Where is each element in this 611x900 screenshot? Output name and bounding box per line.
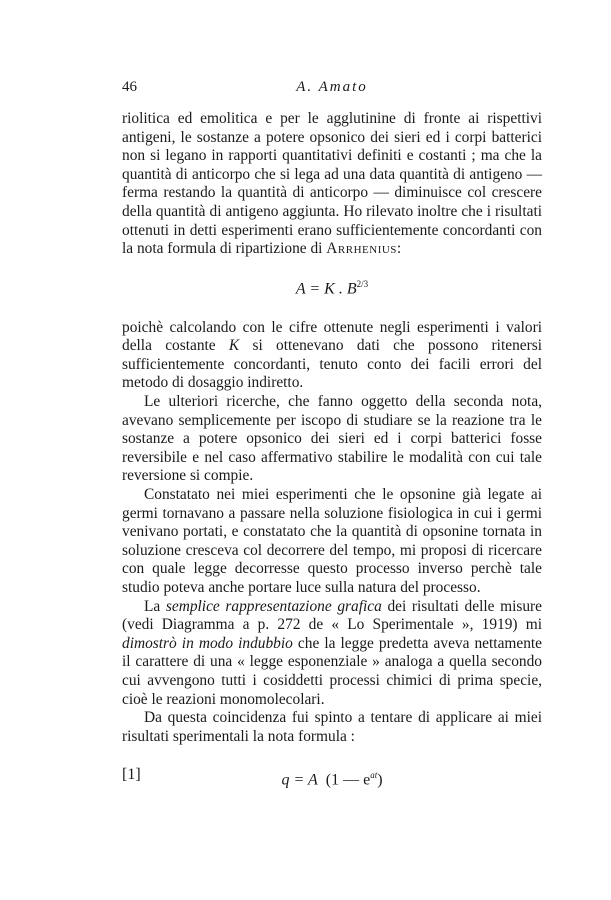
paragraph-2: [122, 319, 542, 393]
formula-label: [1]: [122, 766, 141, 784]
paragraph-6: Da questa coincidenza fui spinto a tentare di applicare ai miei risultati sperimentali la nota formula :: [122, 709, 542, 745]
para5-italic-1: semplice rappresentazione grafica: [165, 597, 382, 615]
formula2-rhs: (1 — e: [325, 771, 371, 789]
author-name-arrhenius: Arrhenius: [326, 240, 397, 258]
page-number: 46: [122, 79, 137, 95]
paragraph-4: Constatato nei miei esperimenti che le opsonine già legate ai germi tornavano a passare nella soluzione fisiologica in cui i germi venivano portati, e constatato che la quantità di opsonine tornata in soluzione cresceva col decorrere del tempo, mi proposi di ricercare con quale legge decorresse questo processo inverso perchè tale studio poteva anche portare luce sulla natura del processo.: [122, 486, 542, 596]
formula2-lhs: q = A: [281, 771, 318, 789]
para5-text-a: La: [144, 597, 166, 615]
running-header: [122, 79, 542, 97]
paragraph-1: [122, 110, 542, 259]
formula-exponential: [122, 766, 542, 790]
formula2-close: ): [377, 771, 383, 789]
para2-text-a: poichè calcolando con le cifre ottenute negli esperimenti i valori della costante: [122, 318, 542, 355]
running-author: A. Amato: [296, 79, 368, 95]
para5-italic-2: dimostrò in modo indubbio: [122, 634, 293, 652]
formula1-lhs: A = K . B: [295, 280, 357, 298]
para2-variable: K: [228, 337, 240, 355]
para1-text-b: :: [396, 240, 402, 258]
body-text: [122, 110, 542, 788]
formula-arrhenius: [122, 275, 542, 299]
formula1-exponent: 2/3: [356, 278, 369, 289]
para5-text-b: dei risultati delle misure (vedi Diagramma a p. 272 de « Lo Sperimentale », 1919) mi: [122, 597, 542, 634]
para2-text-b: si ottenevano dati che possono ritenersi sufficientemente concordanti, tenuto conto dei facili errori del metodo di dosaggio indiretto.: [122, 337, 542, 392]
para5-text-c: che la legge predetta aveva nettamente il carattere di una « legge esponenziale » analoga a quella secondo cui avvengono tutti i cosiddetti processi chimici di prima specie, cioè le reazioni monomolecolari.: [122, 634, 543, 708]
paragraph-5: [122, 598, 542, 710]
paragraph-3: Le ulteriori ricerche, che fanno oggetto della seconda nota, avevano semplicemente per iscopo di studiare se la reazione tra le sostanze a potere opsonico dei sieri ed i corpi batterici fosse reversibile e nel caso affermativo stabilire le modalità con cui tale reversione si compie.: [122, 393, 542, 485]
formula2-exponent: at: [370, 770, 378, 781]
para1-text-a: riolitica ed emolitica e per le agglutinine di fronte ai rispettivi antigeni, le sostanze a potere opsonico dei sieri ed i corpi batterici non si legano in rapporti quantitativi definiti e costanti ; ma che la quantità di anticorpo che si lega ad una data quantità di antigeno — ferma restando la quantità di anticorpo — diminuisce col crescere della quantità di antigeno aggiunta. Ho rilevato inoltre che i risultati ottenuti in detti esperimenti erano sufficientemente concordanti con la nota formula di ripartizione di: [122, 110, 542, 258]
formula-1: [122, 766, 542, 788]
